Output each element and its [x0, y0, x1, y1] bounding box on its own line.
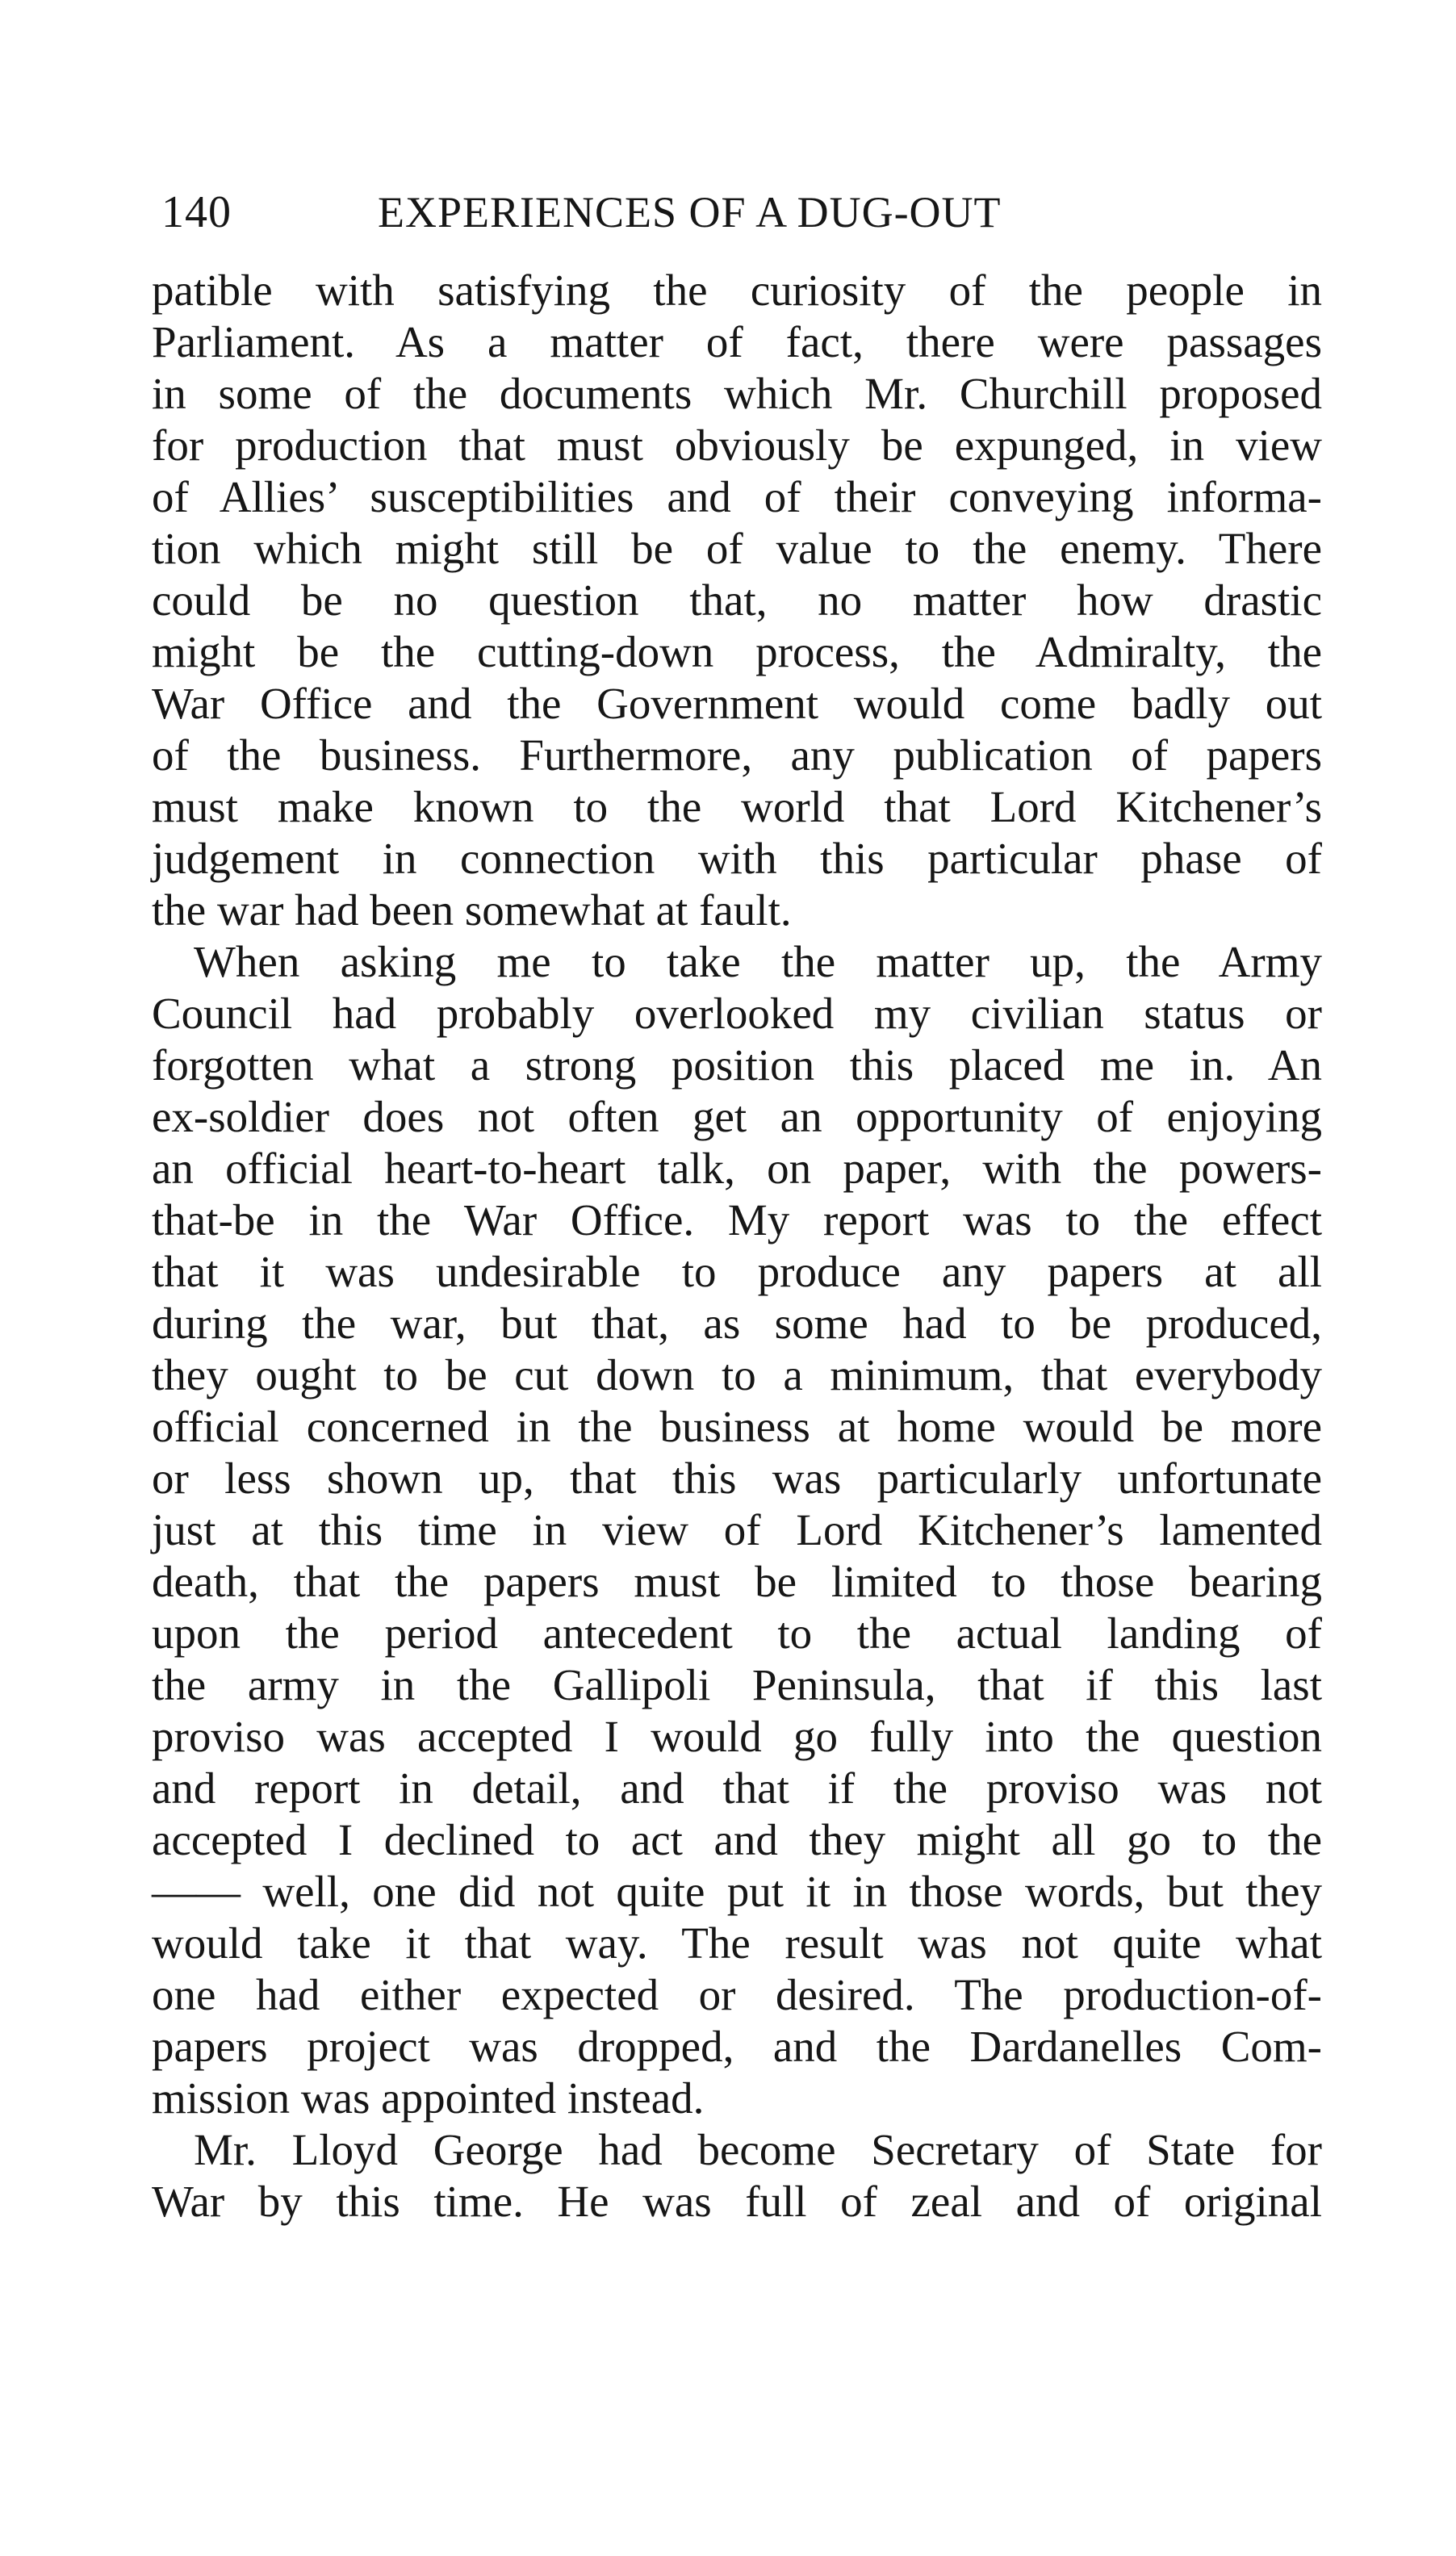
text-line: War Office and the Government would come badly out	[152, 679, 1322, 728]
text-line: just at this time in view of Lord Kitchener’s lamented	[152, 1505, 1322, 1554]
text-line: official concerned in the business at home would be more	[152, 1402, 1322, 1451]
text-line: Mr. Lloyd George had become Secretary of State for	[194, 2125, 1322, 2174]
text-line: could be no question that, no matter how drastic	[152, 575, 1322, 625]
text-line: in some of the documents which Mr. Churchill proposed	[152, 369, 1322, 418]
text-line: during the war, but that, as some had to be produced,	[152, 1299, 1322, 1348]
text-line: might be the cutting-down process, the Admiralty, the	[152, 627, 1322, 676]
text-line: When asking me to take the matter up, the Army	[194, 937, 1322, 986]
page-number: 140	[161, 187, 232, 237]
text-line: ex-soldier does not often get an opportunity of enjoying	[152, 1092, 1322, 1141]
text-line: forgotten what a strong position this placed me in. An	[152, 1040, 1322, 1090]
text-line: of the business. Furthermore, any publication of papers	[152, 730, 1322, 780]
text-line: or less shown up, that this was particularly unfortunate	[152, 1454, 1322, 1503]
text-line: would take it that way. The result was not quite what	[152, 1918, 1322, 1968]
text-line: War by this time. He was full of zeal and of original	[152, 2177, 1322, 2226]
text-line: proviso was accepted I would go fully into the question	[152, 1712, 1322, 1761]
text-line: judgement in connection with this particular phase of	[152, 834, 1322, 883]
text-line: upon the period antecedent to the actual landing of	[152, 1608, 1322, 1658]
text-line: Council had probably overlooked my civilian status or	[152, 989, 1322, 1038]
text-line: that-be in the War Office. My report was to the effect	[152, 1195, 1322, 1245]
text-line: of Allies’ susceptibilities and of their conveying informa-	[152, 472, 1322, 521]
paragraph-2	[152, 936, 1322, 2124]
text-line: the army in the Gallipoli Peninsula, that if this last	[152, 1660, 1322, 1709]
text-line: that it was undesirable to produce any papers at all	[152, 1247, 1322, 1296]
text-line: patible with satisfying the curiosity of the people in	[152, 266, 1322, 315]
text-line: accepted I declined to act and they might all go to the	[152, 1815, 1322, 1864]
text-line: papers project was dropped, and the Dardanelles Com-	[152, 2022, 1322, 2071]
text-line: tion which might still be of value to the enemy. There	[152, 524, 1322, 573]
paragraph-3	[152, 2124, 1322, 2228]
running-title: EXPERIENCES OF A DUG-OUT	[378, 188, 1002, 236]
paragraph-1	[152, 265, 1322, 936]
text-line: mission was appointed instead.	[152, 2073, 705, 2123]
text-line: an official heart-to-heart talk, on paper, with the powers-	[152, 1144, 1322, 1193]
text-line: one had either expected or desired. The production-of-	[152, 1970, 1322, 2019]
text-line: they ought to be cut down to a minimum, that everybody	[152, 1350, 1322, 1399]
text-line: for production that must obviously be expunged, in view	[152, 420, 1322, 470]
text-line: death, that the papers must be limited to those bearing	[152, 1557, 1322, 1606]
text-line: must make known to the world that Lord Kitchener’s	[152, 782, 1322, 831]
text-line: Parliament. As a matter of fact, there were passages	[152, 317, 1322, 366]
text-line: and report in detail, and that if the proviso was not	[152, 1763, 1322, 1813]
running-head	[161, 176, 1356, 249]
text-line: —— well, one did not quite put it in those words, but they	[152, 1867, 1322, 1916]
text-line: the war had been somewhat at fault.	[152, 885, 792, 935]
body-text	[152, 265, 1322, 2228]
